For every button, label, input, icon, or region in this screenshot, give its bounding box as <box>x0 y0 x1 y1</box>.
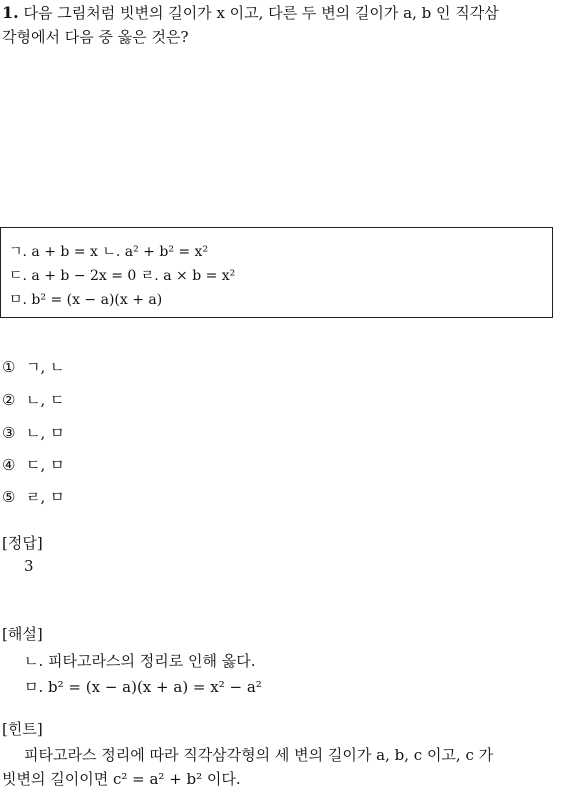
option-1[interactable] <box>2 356 65 377</box>
option-2[interactable] <box>2 389 65 410</box>
option-2-mark: ② <box>2 391 16 409</box>
question-text-1: 다음 그림처럼 빗변의 길이가 x 이고, 다른 두 변의 길이가 a, b 인 직각삼 <box>23 4 499 22</box>
explanation-line-2: ㅁ. b² = (x − a)(x + a) = x² − a² <box>24 678 262 696</box>
option-1-text: ㄱ, ㄴ <box>26 358 65 376</box>
statement-line-2: ㄷ. a + b − 2x = 0 ㄹ. a × b = x² <box>9 268 236 284</box>
answer-header: [정답] <box>2 534 43 552</box>
statement-line-3: ㅁ. b² = (x − a)(x + a) <box>9 292 163 308</box>
option-3-text: ㄴ, ㅁ <box>26 424 65 442</box>
option-3[interactable] <box>2 422 65 443</box>
option-5-text: ㄹ, ㅁ <box>26 488 65 506</box>
answer-value: 3 <box>24 557 34 575</box>
option-1-mark: ① <box>2 358 16 376</box>
explanation-header: [해설] <box>2 625 43 643</box>
question-line-1 <box>2 2 499 23</box>
option-4-mark: ④ <box>2 456 16 474</box>
question-number: 1. <box>2 3 19 22</box>
option-2-text: ㄴ, ㄷ <box>26 391 65 409</box>
option-3-mark: ③ <box>2 424 16 442</box>
option-4[interactable] <box>2 454 65 475</box>
hint-header: [힌트] <box>2 720 43 738</box>
hint-line-1: 피타고라스 정리에 따라 직각삼각형의 세 변의 길이가 a, b, c 이고, c 가 <box>24 746 494 764</box>
question-text-2: 각형에서 다음 중 옳은 것은? <box>2 28 189 46</box>
explanation-line-1: ㄴ. 피타고라스의 정리로 인해 옳다. <box>24 652 256 670</box>
statement-box <box>0 227 553 318</box>
hint-line-2: 빗변의 길이이면 c² = a² + b² 이다. <box>2 770 241 788</box>
statement-line-1: ㄱ. a + b = x ㄴ. a² + b² = x² <box>9 244 209 260</box>
option-5[interactable] <box>2 486 65 507</box>
option-4-text: ㄷ, ㅁ <box>26 456 65 474</box>
option-5-mark: ⑤ <box>2 488 16 506</box>
